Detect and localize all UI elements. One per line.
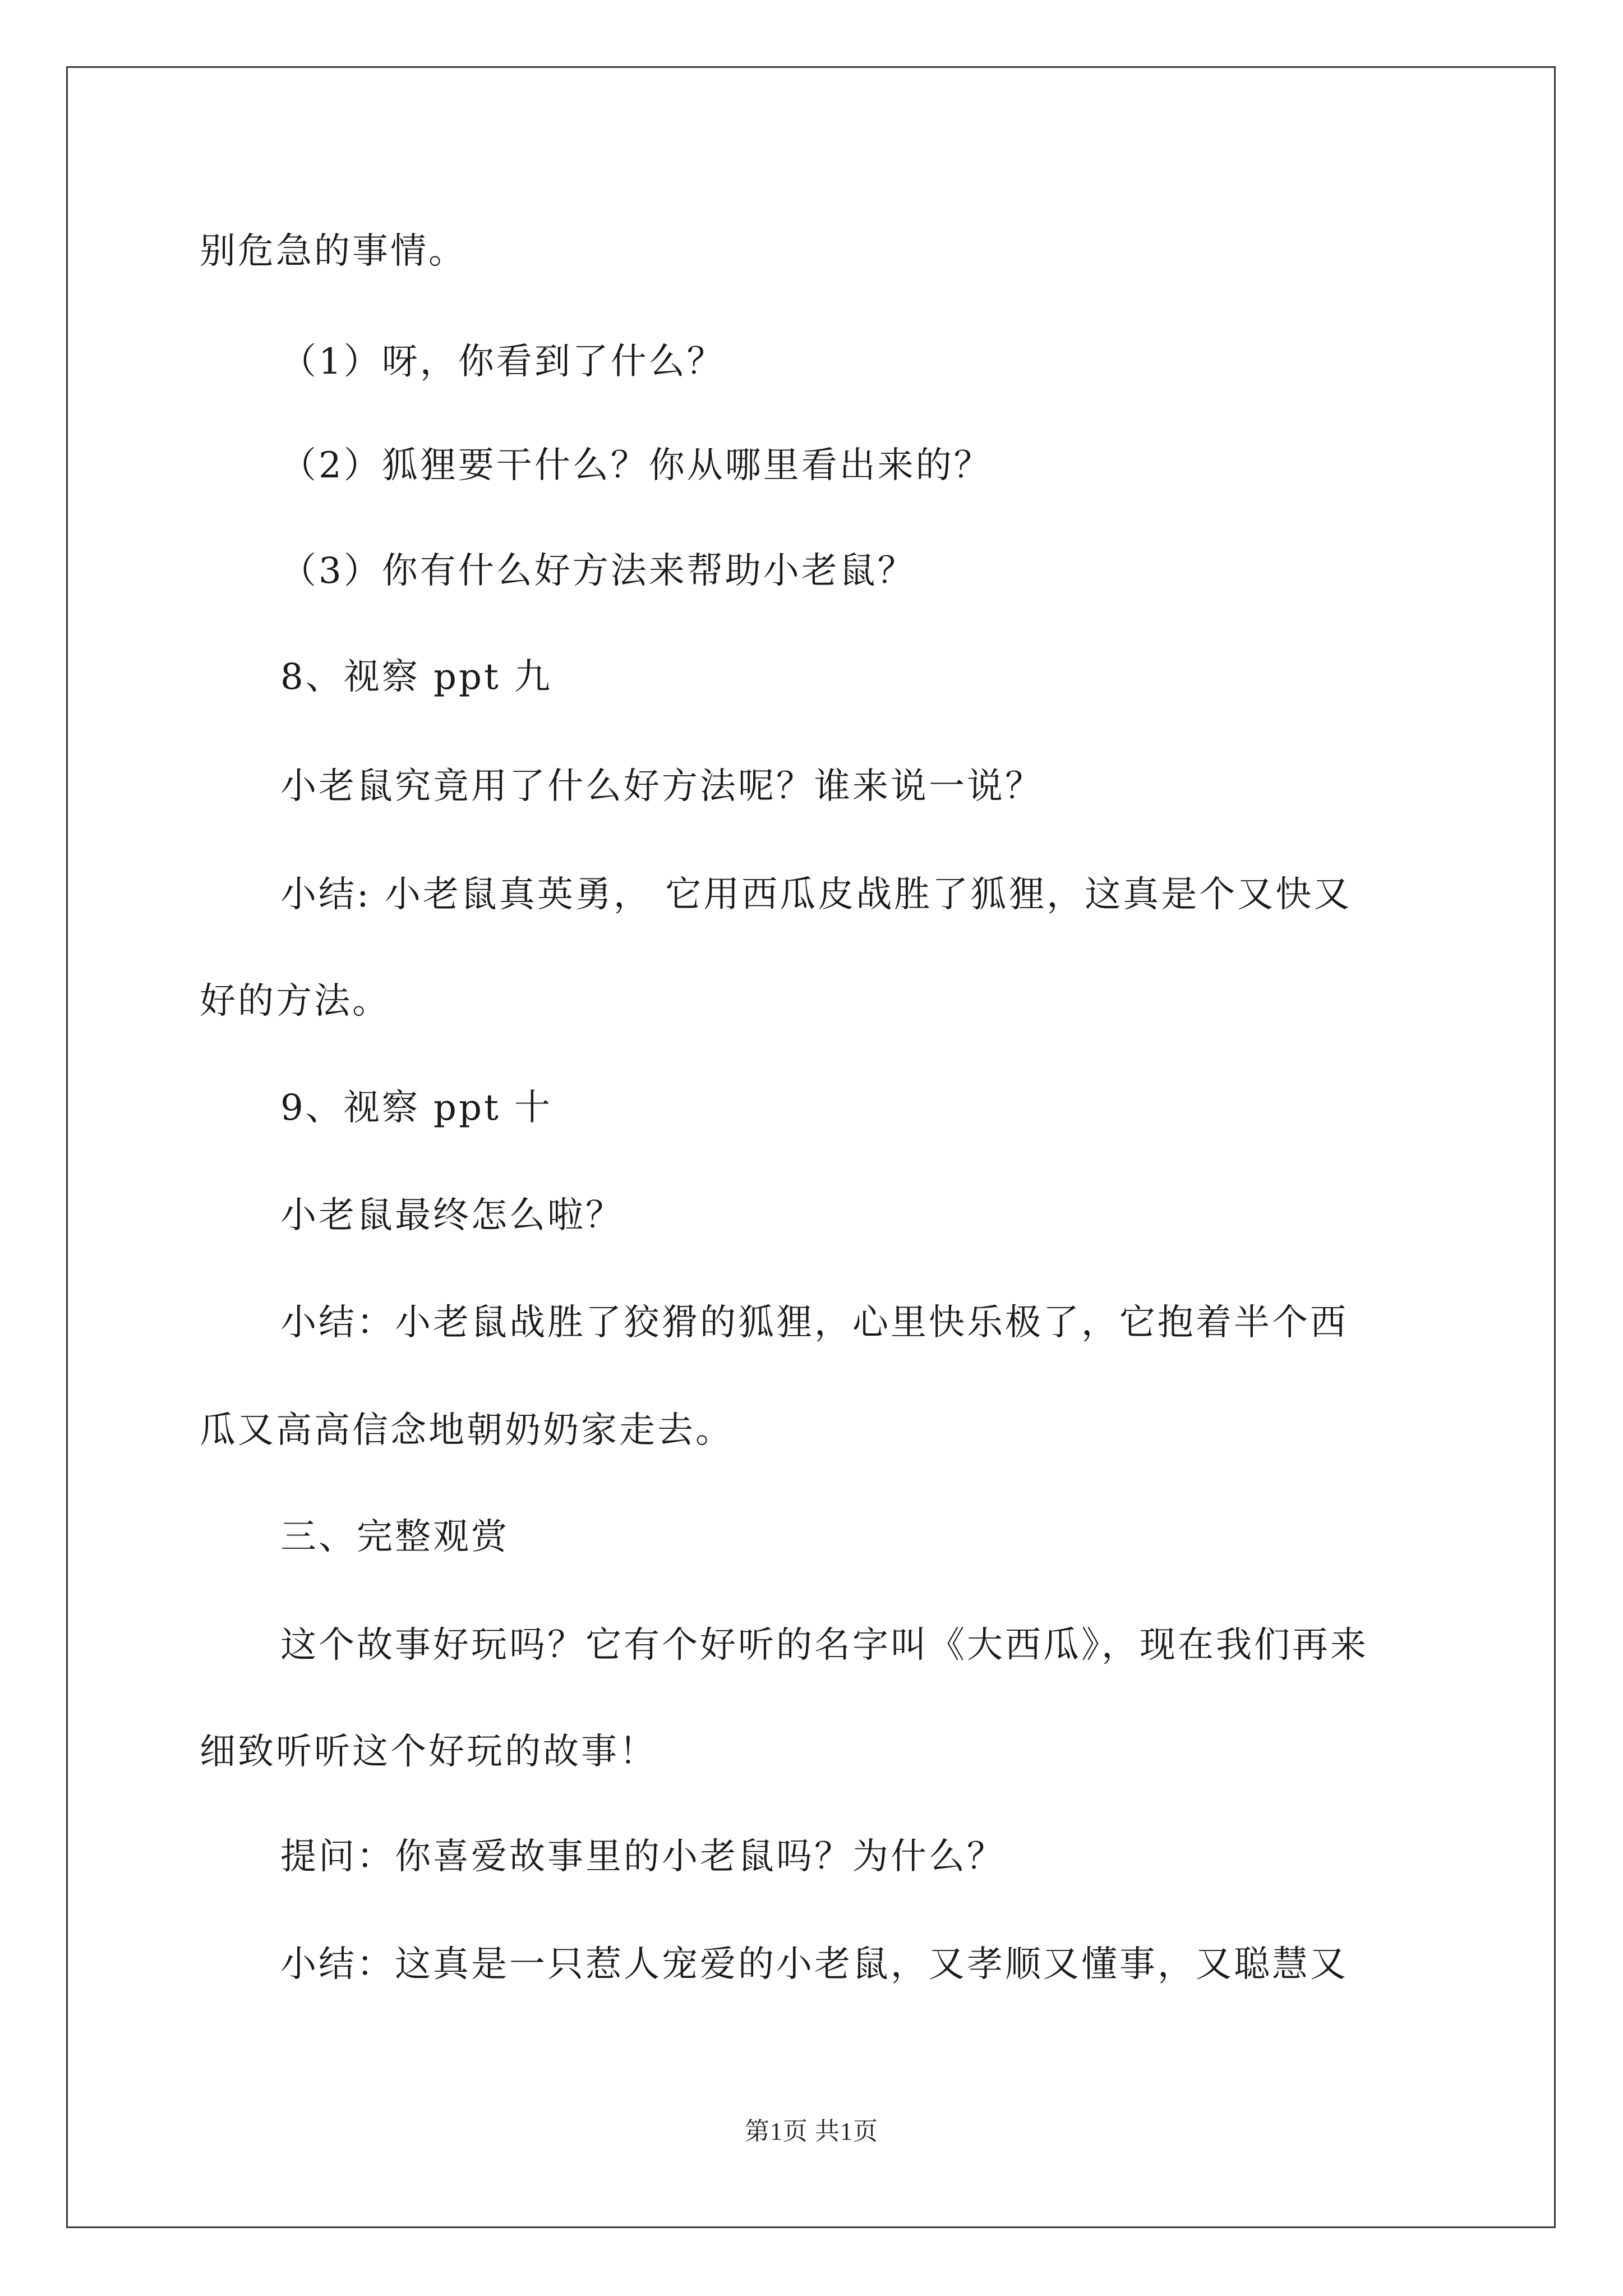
page-number: 第1页 共1页 — [745, 2118, 878, 2145]
text-line-10: 小老鼠最终怎么啦？ — [280, 1195, 624, 1236]
text-line-6: 小老鼠究竟用了什么好方法呢？谁来说一说？ — [280, 766, 1043, 807]
text-line-12: 瓜又高高信念地朝奶奶家走去。 — [200, 1410, 734, 1451]
text-line-2: （1）呀，你看到了什么？ — [280, 341, 725, 383]
text-line-11: 小结：小老鼠战胜了狡猾的狐狸，心里快乐极了，它抱着半个西 — [280, 1302, 1348, 1343]
text-line-15: 细致听听这个好玩的故事！ — [200, 1731, 657, 1773]
text-line-14: 这个故事好玩吗？它有个好听的名字叫《大西瓜》，现在我们再来 — [280, 1625, 1368, 1666]
text-line-13: 三、完整观赏 — [280, 1516, 509, 1558]
text-line-4: （3）你有什么好方法来帮助小老鼠？ — [280, 550, 916, 592]
text-line-7: 小结: 小老鼠真英勇， 它用西瓜皮战胜了狐狸，这真是个又快又 — [280, 874, 1352, 915]
text-line-3: （2）狐狸要干什么？你从哪里看出来的？ — [280, 445, 992, 486]
text-line-16: 提问：你喜爱故事里的小老鼠吗？为什么？ — [280, 1836, 1005, 1878]
text-line-9: 9、视察 ppt 十 — [280, 1087, 553, 1129]
text-line-8: 好的方法。 — [200, 981, 390, 1022]
text-line-17: 小结：这真是一只惹人宠爱的小老鼠，又孝顺又懂事，又聪慧又 — [280, 1944, 1348, 1985]
text-line-1: 别危急的事情。 — [200, 231, 467, 272]
text-line-5: 8、视察 ppt 九 — [280, 656, 553, 698]
page-border — [66, 66, 1556, 2228]
